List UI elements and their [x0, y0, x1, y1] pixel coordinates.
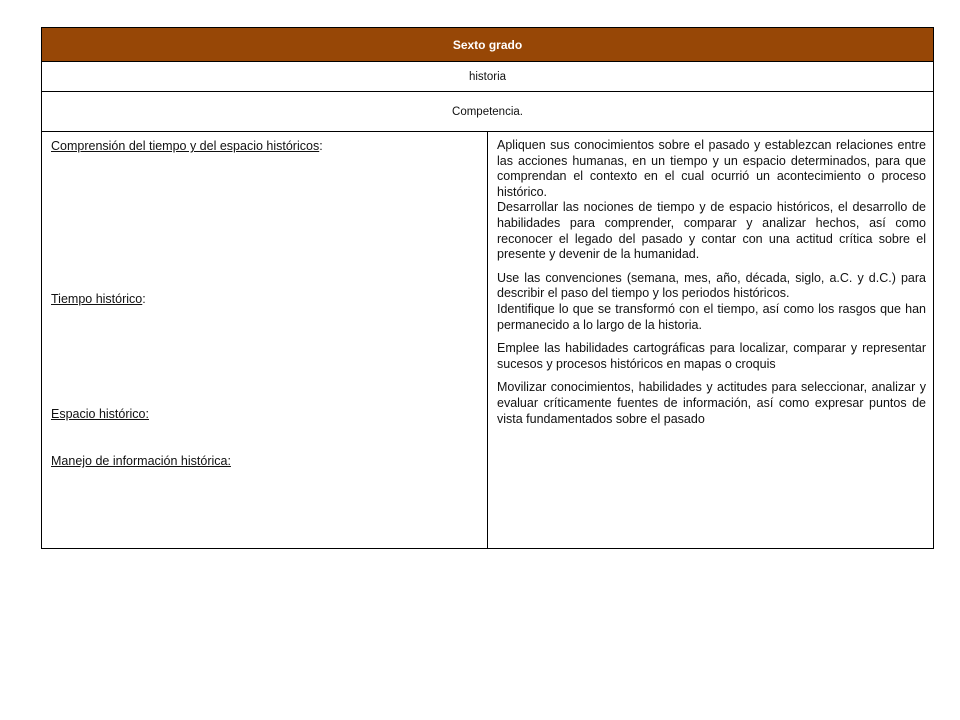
competency-table	[41, 27, 934, 549]
grade-header	[42, 28, 933, 62]
label-espacio-text: Espacio histórico:	[51, 407, 149, 421]
label-comprension	[51, 139, 323, 153]
label-manejo	[51, 454, 231, 468]
subject-label: historia	[468, 71, 507, 83]
competence-row	[42, 92, 933, 132]
label-espacio	[51, 407, 149, 421]
desc-comprension-1: Apliquen sus conocimientos sobre el pasado y establezcan relaciones entre las acciones humanas, en un tiempo y un espacio determinados, para que comprendan el contexto en el cual ocurrió un acontecimiento o proceso histórico.	[497, 138, 926, 199]
desc-comprension-2: Desarrollar las nociones de tiempo y de espacio históricos, el desarrollo de habilidades para comprender, comparar y analizar hechos, así como reconocer el legado del pasado y contar con una actitud crítica sobre el presente y devenir de la humanidad.	[497, 200, 926, 262]
label-comprension-text: Comprensión del tiempo y del espacio históricos	[51, 139, 320, 153]
label-tiempo-colon: :	[142, 292, 146, 306]
desc-espacio: Emplee las habilidades cartográficas para localizar, comparar y representar sucesos y procesos históricos en mapas o croquis	[497, 341, 926, 371]
table-body	[42, 132, 933, 548]
label-tiempo-text: Tiempo histórico	[51, 292, 143, 306]
label-comprension-colon: :	[319, 139, 323, 153]
competence-labels-column	[42, 132, 488, 548]
desc-tiempo-2: Identifique lo que se transformó con el tiempo, así como los rasgos que han permanecido a lo largo de la historia.	[497, 301, 926, 332]
desc-tiempo-1: Use las convenciones (semana, mes, año, década, siglo, a.C. y d.C.) para describir el paso del tiempo y los periodos históricos.	[497, 270, 926, 301]
competence-title: Competencia.	[452, 106, 523, 118]
label-tiempo	[51, 292, 146, 306]
desc-manejo: Movilizar conocimientos, habilidades y actitudes para seleccionar, analizar y evaluar críticamente fuentes de información, así como expresar puntos de vista fundamentados sobre el pasado	[497, 380, 926, 426]
competence-descriptions-column	[488, 132, 933, 548]
grade-title: Sexto grado	[452, 38, 523, 52]
subject-row	[42, 62, 933, 92]
label-manejo-text: Manejo de información histórica:	[51, 454, 231, 468]
